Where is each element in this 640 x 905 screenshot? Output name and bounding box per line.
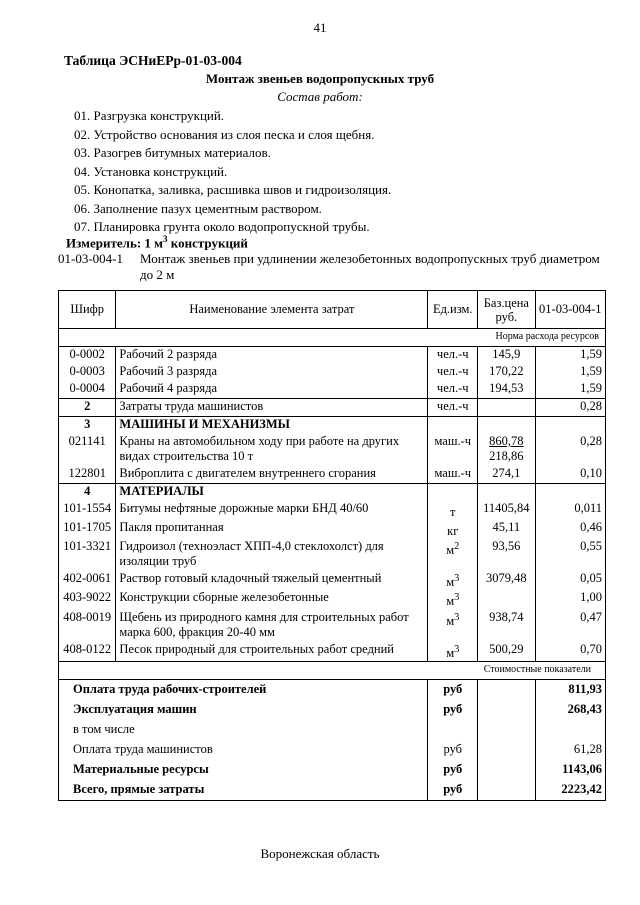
row-name: Виброплита с двигателем внутреннего сгорания [116, 466, 428, 484]
table-row [59, 347, 606, 365]
row-unit [428, 520, 478, 539]
measure-unit [66, 234, 248, 251]
row-price: 938,74 [478, 610, 535, 642]
row-code: 101-1554 [59, 501, 116, 520]
row-name: Затраты труда машинистов [116, 399, 428, 417]
row-price: 500,29 [478, 642, 535, 662]
summary-unit [428, 720, 478, 740]
row-price: 145,9 [478, 347, 535, 365]
work-item: 04. Установка конструкций. [74, 163, 228, 179]
table-row [59, 399, 606, 417]
row-value: 1,59 [535, 347, 605, 365]
row-price: 3079,48 [478, 571, 535, 590]
unit-text: м [446, 543, 455, 558]
header-unit: Ед.изм. [428, 291, 478, 329]
row-name: Конструкции сборные железобетонные [116, 590, 428, 609]
table-header-row [59, 291, 606, 329]
row-price: 45,11 [478, 520, 535, 539]
section-code: 3 [59, 417, 116, 435]
norm-code: 01-03-004-1 [58, 251, 123, 266]
summary-value: 61,28 [535, 740, 605, 760]
row-value: 0,011 [535, 501, 605, 520]
table-row [59, 466, 606, 484]
table-subtitle: Монтаж звеньев водопропускных труб [205, 71, 435, 86]
summary-name: Материальные ресурсы [59, 760, 428, 780]
row-unit: чел.-ч [428, 381, 478, 399]
row-value: 0,10 [535, 466, 605, 484]
row-name: Пакля пропитанная [116, 520, 428, 539]
row-unit: маш.-ч [428, 434, 478, 466]
price-line-1: 860,78 [489, 434, 524, 448]
table-row [59, 364, 606, 381]
unit-text: м [446, 613, 455, 628]
header-code: Шифр [59, 291, 116, 329]
row-value: 1,59 [535, 364, 605, 381]
section-title: МАТЕРИАЛЫ [116, 484, 428, 502]
row-name: Раствор готовый кладочный тяжелый цементный [116, 571, 428, 590]
unit-text: м [446, 594, 455, 609]
row-price: 274,1 [478, 466, 535, 484]
measure-prefix: Измеритель: 1 м [66, 235, 164, 251]
table-row [59, 642, 606, 662]
row-code: 101-1705 [59, 520, 116, 539]
row-price [478, 434, 535, 466]
row-unit [428, 501, 478, 520]
row-value: 0,05 [535, 571, 605, 590]
measure-sup: 3 [163, 234, 168, 244]
row-code: 0-0002 [59, 347, 116, 365]
row-code: 408-0019 [59, 610, 116, 642]
row-name: Рабочий 3 разряда [116, 364, 428, 381]
row-value: 0,46 [535, 520, 605, 539]
row-unit [428, 642, 478, 662]
row-unit: чел.-ч [428, 347, 478, 365]
row-unit: чел.-ч [428, 399, 478, 417]
summary-row [59, 780, 606, 801]
row-value: 0,28 [535, 434, 605, 466]
table-row [59, 381, 606, 399]
resource-table [58, 290, 606, 801]
row-value: 1,00 [535, 590, 605, 609]
page-number: 41 [313, 20, 327, 35]
measure-suffix: конструкций [167, 235, 248, 251]
norm-label-row [59, 329, 606, 347]
summary-value: 268,43 [535, 700, 605, 720]
row-value: 0,47 [535, 610, 605, 642]
summary-row [59, 760, 606, 780]
row-unit [428, 539, 478, 571]
row-name: Песок природный для строительных работ средний [116, 642, 428, 662]
summary-value: 2223,42 [535, 780, 605, 801]
row-code: 403-9022 [59, 590, 116, 609]
unit-text: т [450, 505, 456, 520]
header-name: Наименование элемента затрат [116, 291, 428, 329]
row-code: 122801 [59, 466, 116, 484]
row-unit: маш.-ч [428, 466, 478, 484]
table-row [59, 610, 606, 642]
row-unit [428, 571, 478, 590]
norm-label: Норма расхода ресурсов [59, 329, 606, 347]
row-code: 2 [59, 399, 116, 417]
row-code: 101-3321 [59, 539, 116, 571]
summary-name: Всего, прямые затраты [59, 780, 428, 801]
row-price: 194,53 [478, 381, 535, 399]
table-row [59, 501, 606, 520]
table-row [59, 571, 606, 590]
summary-unit: руб [428, 679, 478, 700]
price-line-2: 218,86 [489, 449, 524, 463]
row-unit [428, 610, 478, 642]
row-name: Краны на автомобильном ходу при работе на других видах строительства 10 т [116, 434, 428, 466]
row-code: 0-0003 [59, 364, 116, 381]
work-item: 07. Планировка грунта около водопропускной трубы. [74, 219, 370, 234]
unit-text: м [446, 645, 455, 660]
row-code: 408-0122 [59, 642, 116, 662]
page-footer: Воронежская область [260, 846, 380, 861]
unit-sup: 3 [454, 611, 460, 623]
composition-label: Состав работ: [277, 89, 363, 104]
work-item: 01. Разгрузка конструкций. [74, 108, 225, 123]
row-value: 0,28 [535, 399, 605, 417]
norm-description: Монтаж звеньев при удлинении железобетонных водопропускных труб диаметром до 2 м [140, 251, 600, 282]
row-code: 021141 [59, 434, 116, 466]
works-list [74, 107, 391, 237]
row-value: 0,70 [535, 642, 605, 662]
row-price [478, 590, 535, 609]
table-row [59, 539, 606, 571]
summary-unit: руб [428, 780, 478, 801]
row-value: 0,55 [535, 539, 605, 571]
table-row [59, 590, 606, 609]
unit-sup: 2 [454, 541, 460, 553]
work-item: 05. Конопатка, заливка, расшивка швов и гидроизоляция. [74, 182, 392, 197]
section-code: 4 [59, 484, 116, 502]
summary-name: в том числе [59, 720, 428, 740]
summary-value: 1143,06 [535, 760, 605, 780]
row-price: 93,56 [478, 539, 535, 571]
unit-text: кг [447, 524, 459, 539]
summary-name: Оплата труда машинистов [59, 740, 428, 760]
section-title: МАШИНЫ И МЕХАНИЗМЫ [116, 417, 428, 435]
row-unit [428, 590, 478, 609]
summary-row [59, 700, 606, 720]
row-code: 402-0061 [59, 571, 116, 590]
unit-sup: 3 [454, 643, 460, 655]
cost-label-row [59, 661, 606, 679]
row-name: Битумы нефтяные дорожные марки БНД 40/60 [116, 501, 428, 520]
summary-unit: руб [428, 740, 478, 760]
unit-sup: 3 [454, 592, 460, 604]
header-price: Баз.цена руб. [478, 291, 535, 329]
work-item: 03. Разогрев битумных материалов. [74, 145, 271, 160]
row-code: 0-0004 [59, 381, 116, 399]
summary-value [535, 720, 605, 740]
section-row [59, 417, 606, 435]
section-row [59, 484, 606, 502]
unit-sup: 3 [454, 573, 460, 585]
row-name: Гидроизол (техноэласт ХПП-4,0 стеклохолст) для изоляции труб [116, 539, 428, 571]
row-price: 170,22 [478, 364, 535, 381]
summary-row [59, 720, 606, 740]
row-name: Щебень из природного камня для строительных работ марка 600, фракция 20-40 мм [116, 610, 428, 642]
summary-row [59, 679, 606, 700]
row-name: Рабочий 2 разряда [116, 347, 428, 365]
summary-name: Оплата труда рабочих-строителей [59, 679, 428, 700]
row-name: Рабочий 4 разряда [116, 381, 428, 399]
table-row [59, 434, 606, 466]
cost-label: Стоимостные показатели [59, 661, 606, 679]
row-price: 11405,84 [478, 501, 535, 520]
summary-value: 811,93 [535, 679, 605, 700]
header-norm-code: 01-03-004-1 [535, 291, 605, 329]
row-value: 1,59 [535, 381, 605, 399]
summary-row [59, 740, 606, 760]
row-unit: чел.-ч [428, 364, 478, 381]
row-price [478, 399, 535, 417]
unit-text: м [446, 575, 455, 590]
table-row [59, 520, 606, 539]
work-item: 06. Заполнение пазух цементным раствором. [74, 200, 322, 216]
work-item: 02. Устройство основания из слоя песка и слоя щебня. [74, 126, 375, 142]
summary-unit: руб [428, 700, 478, 720]
summary-unit: руб [428, 760, 478, 780]
summary-name: Эксплуатация машин [59, 700, 428, 720]
table-title: Таблица ЭСНиЕРр-01-03-004 [64, 53, 242, 68]
